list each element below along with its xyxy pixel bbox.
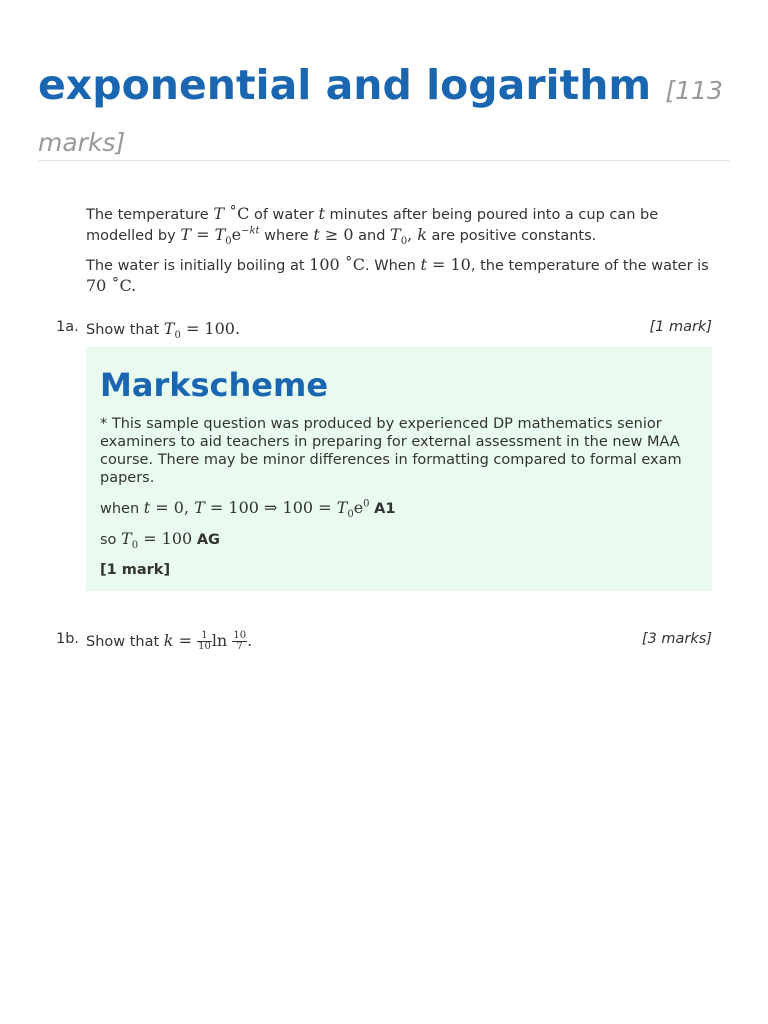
question-number: 1a. [56, 319, 79, 335]
stem-paragraph-2: The water is initially boiling at 100 ˚C. When t = 10, the temperature of the water is 70 ˚C. [86, 255, 709, 295]
question-marks: [1 mark] [649, 319, 712, 335]
math-t0-equals-100: $T_0 = 100$. [163, 319, 241, 342]
question-text: Show that $T_0 = 100$. [86, 319, 241, 342]
math-t: t [318, 204, 325, 223]
question-stem [86, 204, 726, 306]
math-t-condition: t ≥ 0 [313, 225, 354, 244]
question-1b [56, 631, 716, 653]
total-marks: [113 marks] [38, 76, 723, 157]
page-title-text: exponential and logarithm [38, 61, 652, 109]
mark-code-ag: AG [196, 532, 220, 548]
math-conclusion: $T_0 = 100$ [121, 529, 193, 552]
markscheme-note: * This sample question was produced by experienced DP mathematics senior examiners to aid teachers in preparing for external assessment in the new MAA course. There may be minor differences in formatting compared to formal exam papers. [100, 416, 682, 486]
markscheme-total: [1 mark] [100, 562, 171, 578]
markscheme-heading: Markscheme [100, 366, 329, 404]
markscheme-line-1: when t = 0, T = 100 ⇒ $100 = T_0e^0$ A1 [100, 498, 396, 521]
markscheme-panel [86, 347, 712, 591]
math-t-equals-10: t = 10 [420, 255, 471, 274]
math-substitution: t = 0, T = 100 ⇒ $100 = T_0e^0$ [143, 498, 370, 521]
question-1a [56, 319, 716, 341]
question-text: Show that k = $\frac{1}{10}$ ln $\frac{10}{7}$ . [86, 630, 253, 652]
page-title [38, 62, 738, 166]
math-model-equation: $T = T_0e^{-kt}$ [180, 225, 260, 248]
math-70-degrees: 70 ˚C. [86, 276, 137, 295]
question-number: 1b. [56, 631, 80, 647]
math-k-formula: k = $\frac{1}{10}$ ln $\frac{10}{7}$ . [163, 630, 253, 652]
math-temperature-unit: T ˚C [213, 204, 250, 223]
stem-paragraph-1: The temperature T ˚C of water t minutes after being poured into a cup can be modelled by $T = T_0e^{-kt}$ where t ≥ 0 and $T_0$, k are positive constants. [86, 204, 659, 248]
title-divider [38, 160, 730, 161]
markscheme-line-2: so $T_0 = 100$ AG [100, 529, 220, 552]
math-constants: $T_0$, k [390, 225, 427, 248]
math-boiling-temp: 100 ˚C [309, 255, 366, 274]
mark-code-a1: A1 [374, 501, 396, 517]
question-marks: [3 marks] [641, 631, 712, 647]
